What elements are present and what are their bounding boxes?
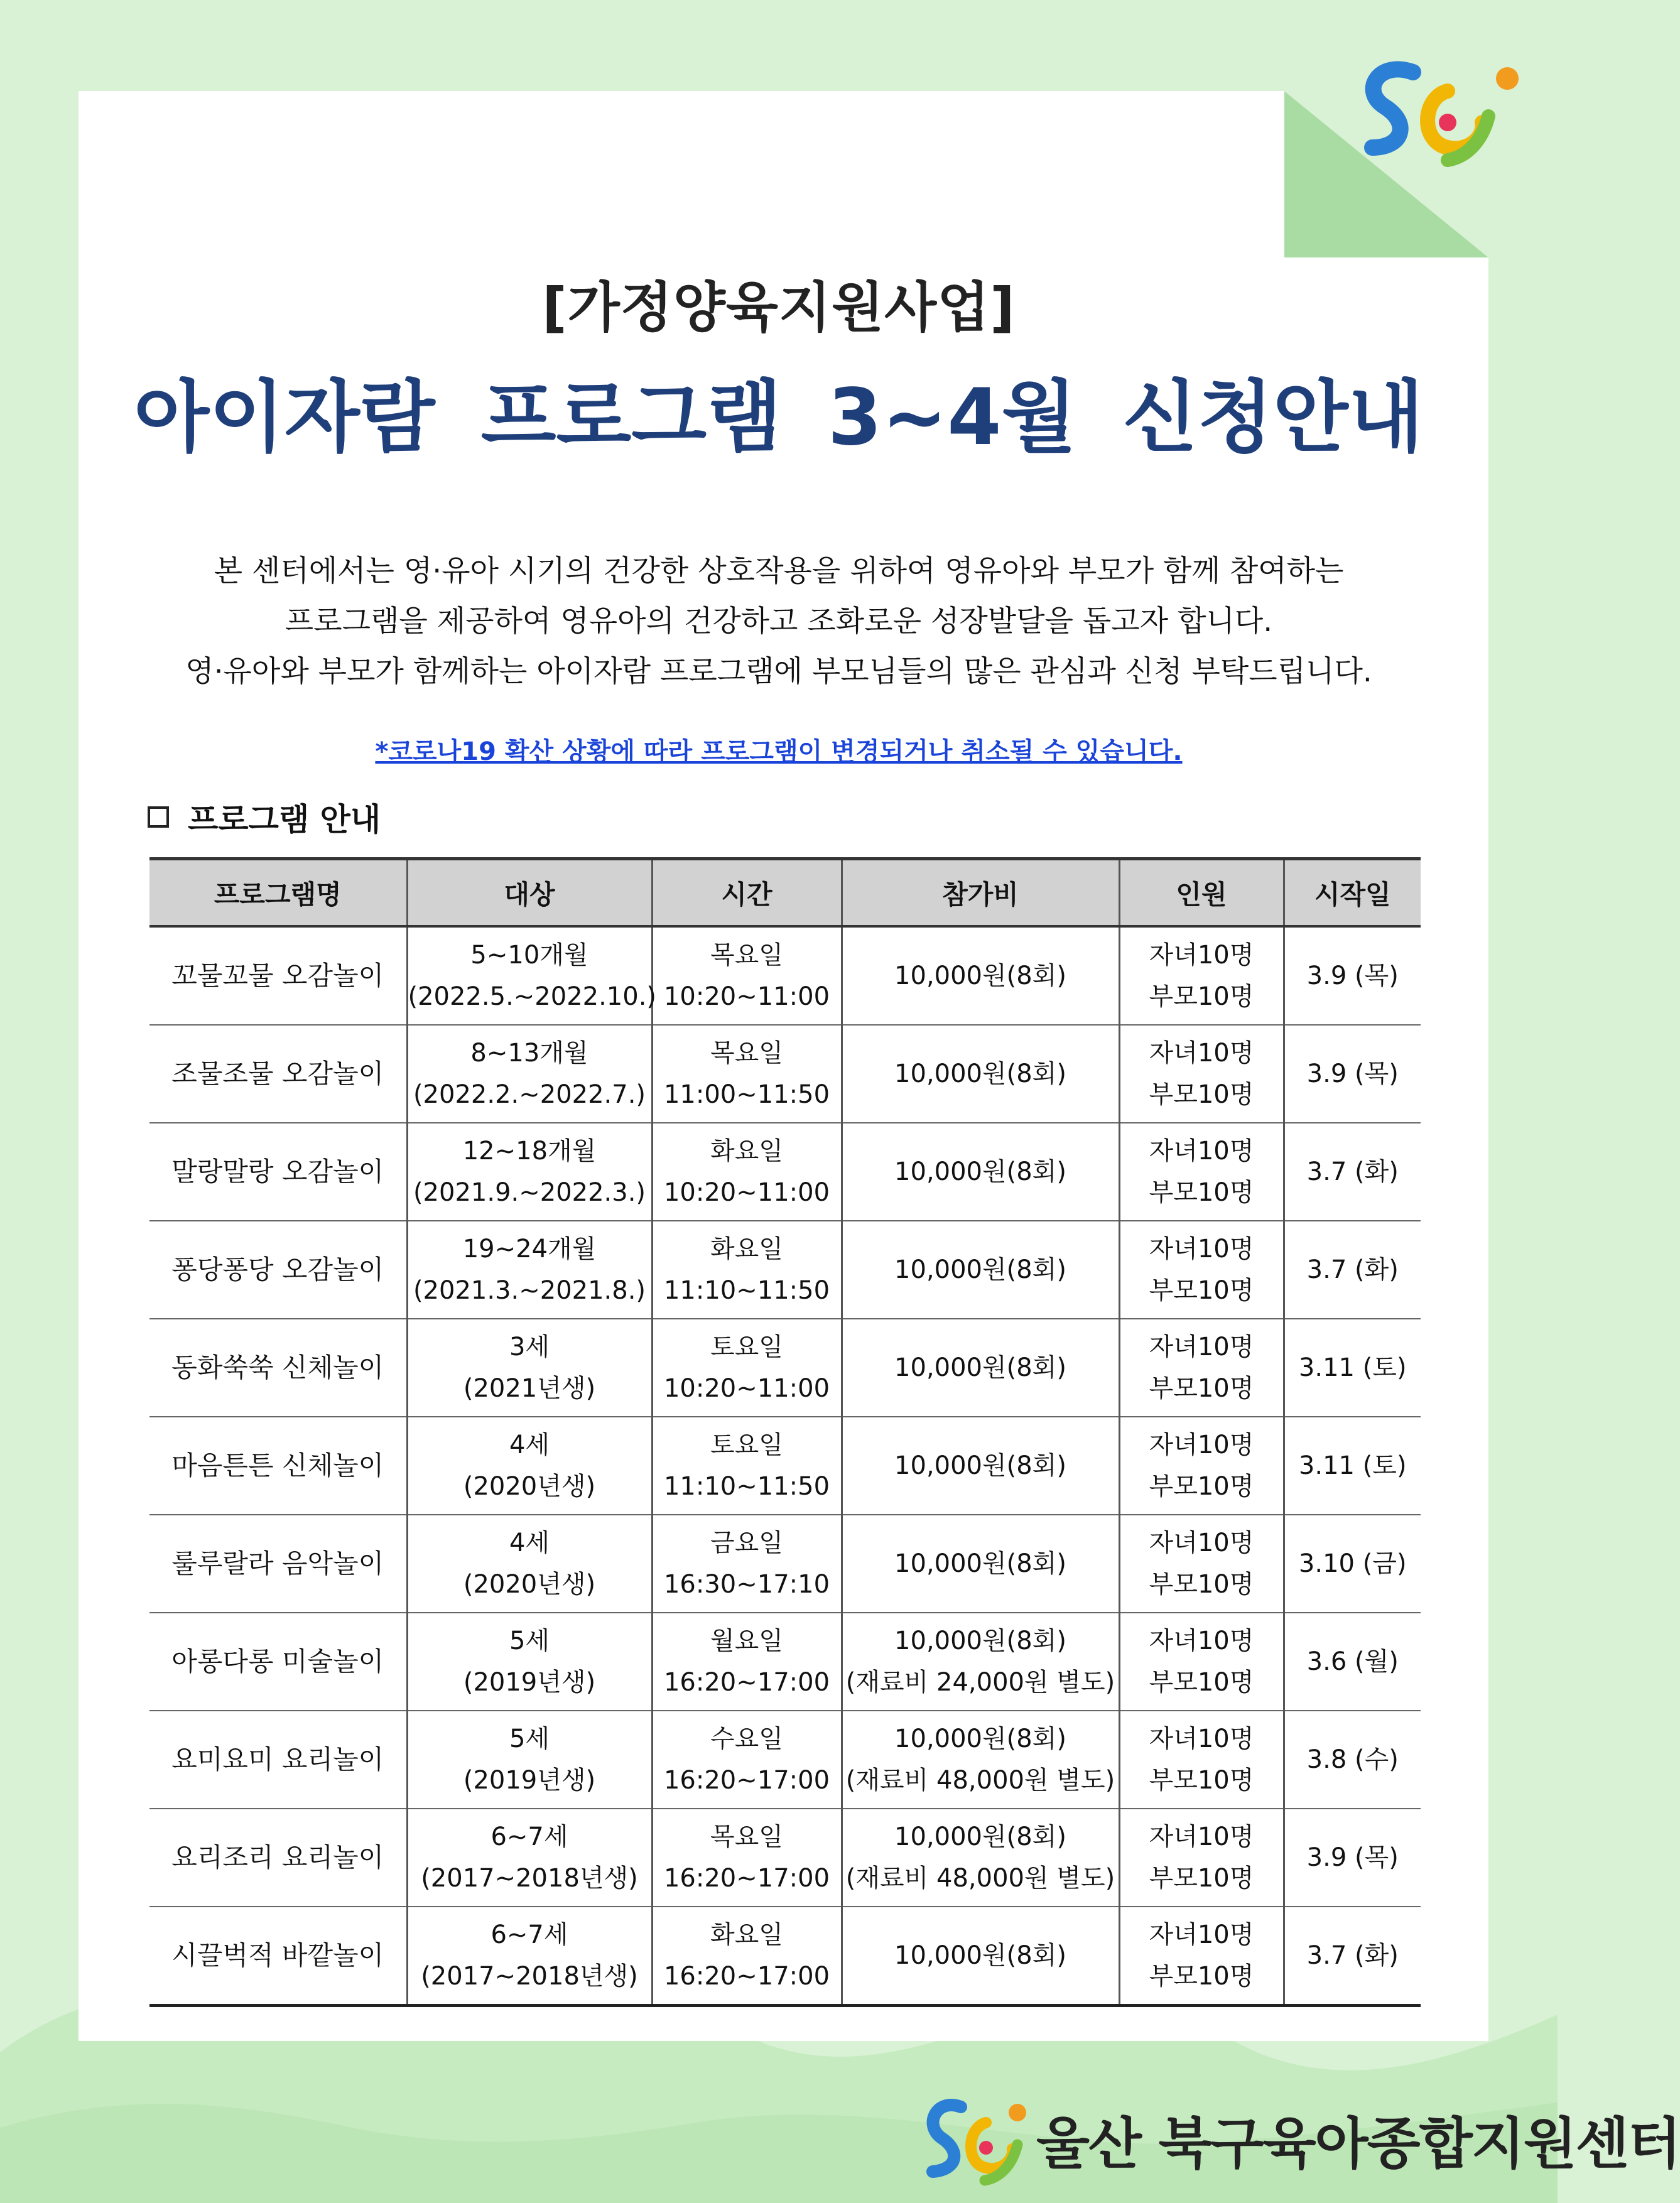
cell-start-date: 3.11 (토) [1284,1417,1421,1515]
table-row [149,1123,1421,1221]
cell-capacity-line: 부모10명 [1149,1962,1254,1991]
section-heading [148,794,381,840]
table-row [149,1711,1421,1809]
cell-start-date: 3.10 (금) [1284,1515,1421,1613]
cell-capacity [1119,1417,1284,1515]
cell-program-name: 말랑말랑 오감놀이 [149,1123,407,1221]
section-title: 프로그램 안내 [188,801,381,838]
cell-target [407,1711,652,1809]
cell-target-line: (2022.5.~2022.10.) [408,982,657,1011]
cell-capacity-line: 자녀10명 [1149,1333,1254,1361]
cell-target-line: (2017~2018년생) [421,1864,638,1893]
cell-fee [842,1515,1119,1613]
page-title: 아이자람 프로그램 3~4월 신청안내 [134,372,1424,463]
table-row [149,1319,1421,1417]
cell-fee-line: 10,000원(8회) [894,1822,1066,1851]
cell-capacity-line: 부모10명 [1149,1178,1254,1207]
cell-capacity [1119,1515,1284,1613]
cell-time-line: 화요일 [710,1235,783,1264]
table-header-row [149,859,1421,927]
cell-program-name: 시끌벅적 바깥놀이 [149,1907,407,2006]
cell-time [652,1123,842,1221]
covid-notice: *코로나19 확산 상황에 따라 프로그램이 변경되거나 취소될 수 있습니다. [375,737,1183,766]
cell-target-line: 19~24개월 [462,1235,597,1264]
cell-start-date: 3.7 (화) [1284,1123,1421,1221]
header-target: 대상 [407,859,652,927]
cell-fee-line: 10,000원(8회) [894,1941,1066,1970]
cell-capacity-line: 자녀10명 [1149,941,1254,970]
cell-program-name: 아롱다롱 미술놀이 [149,1613,407,1711]
cell-target [407,1417,652,1515]
cell-fee [842,1809,1119,1907]
cell-fee [842,1613,1119,1711]
table-row [149,1025,1421,1123]
program-table [149,857,1421,2007]
cell-time-line: 11:00~11:50 [663,1080,830,1109]
cell-target-line: 5세 [509,1627,550,1655]
cell-start-date: 3.9 (목) [1284,926,1421,1025]
cell-capacity [1119,926,1284,1025]
cell-start-date: 3.7 (화) [1284,1907,1421,2006]
cell-target [407,1809,652,1907]
cell-capacity [1119,1123,1284,1221]
cell-time-line: 화요일 [710,1920,783,1949]
cell-capacity-line: 자녀10명 [1149,1724,1254,1753]
cell-fee-line: 10,000원(8회) [894,1059,1066,1088]
cell-capacity-line: 부모10명 [1149,982,1254,1011]
checkbox-square-icon [148,806,169,828]
cell-fee [842,926,1119,1025]
intro-line: 프로그램을 제공하여 영유아의 건강하고 조화로운 성장발달을 돕고자 합니다. [285,604,1273,639]
cell-target-line: (2020년생) [463,1472,596,1501]
table-row [149,1613,1421,1711]
table-row [149,1809,1421,1907]
cell-time-line: 10:20~11:00 [663,1374,830,1403]
cell-fee [842,1319,1119,1417]
cell-target-line: 5~10개월 [470,941,588,970]
cell-fee-line: 10,000원(8회) [894,1724,1066,1753]
cell-time [652,1711,842,1809]
header-fee: 참가비 [842,859,1119,927]
cell-start-date: 3.9 (목) [1284,1025,1421,1123]
footer-logo [923,2091,1680,2185]
cell-fee-line: 10,000원(8회) [894,1157,1066,1186]
cell-target-line: (2021.3.~2021.8.) [413,1276,646,1305]
cell-time [652,1221,842,1319]
logo-top-icon [1353,53,1536,166]
cell-time-line: 10:20~11:00 [663,1178,830,1207]
cell-fee [842,1221,1119,1319]
cell-target-line: 6~7세 [490,1822,568,1851]
cell-target-line: (2017~2018년생) [421,1962,638,1991]
cell-capacity-line: 자녀10명 [1149,1137,1254,1166]
cell-capacity-line: 부모10명 [1149,1276,1254,1305]
intro-text [0,546,1558,697]
cell-fee-line: (재료비 48,000원 별도) [845,1766,1115,1795]
cell-program-name: 요미요미 요리놀이 [149,1711,407,1809]
cell-target-line: (2020년생) [463,1570,596,1599]
cell-target-line: (2021.9.~2022.3.) [413,1178,646,1207]
cell-capacity [1119,1907,1284,2006]
cell-start-date: 3.9 (목) [1284,1809,1421,1907]
cell-target-line: 8~13개월 [470,1039,588,1068]
cell-time-line: 금요일 [710,1529,783,1557]
cell-target-line: (2021년생) [463,1374,596,1403]
cell-fee [842,1711,1119,1809]
header-capacity: 인원 [1119,859,1284,927]
cell-capacity [1119,1221,1284,1319]
cell-target-line: 6~7세 [490,1920,568,1949]
cell-capacity-line: 자녀10명 [1149,1822,1254,1851]
cell-capacity-line: 부모10명 [1149,1864,1254,1893]
cell-fee-line: 10,000원(8회) [894,1255,1066,1284]
cell-time [652,1417,842,1515]
header-start-date: 시작일 [1284,859,1421,927]
cell-time-line: 16:20~17:00 [663,1962,830,1991]
cell-time [652,926,842,1025]
cell-capacity-line: 자녀10명 [1149,1235,1254,1264]
intro-line: 본 센터에서는 영·유아 시기의 건강한 상호작용을 위하여 영유아와 부모가 함께 참여하는 [214,554,1344,588]
cell-time-line: 토요일 [710,1431,783,1459]
cell-target-line: 4세 [509,1529,550,1557]
cell-time-line: 화요일 [710,1137,783,1166]
cell-fee-line: (재료비 48,000원 별도) [845,1864,1115,1893]
cell-time-line: 10:20~11:00 [663,982,830,1011]
table-row [149,1417,1421,1515]
cell-capacity-line: 부모10명 [1149,1766,1254,1795]
cell-capacity-line: 부모10명 [1149,1668,1254,1697]
cell-program-name: 마음튼튼 신체놀이 [149,1417,407,1515]
table-row [149,1515,1421,1613]
table-row [149,1907,1421,2006]
cell-capacity [1119,1711,1284,1809]
cell-time-line: 수요일 [710,1724,783,1753]
cell-capacity-line: 자녀10명 [1149,1529,1254,1557]
cell-program-name: 동화쑥쑥 신체놀이 [149,1319,407,1417]
cell-time [652,1515,842,1613]
cell-capacity-line: 부모10명 [1149,1374,1254,1403]
header-program-name: 프로그램명 [149,859,407,927]
cell-start-date: 3.8 (수) [1284,1711,1421,1809]
cell-program-name: 룰루랄라 음악놀이 [149,1515,407,1613]
cell-target [407,1123,652,1221]
cell-time-line: 목요일 [710,1039,783,1068]
cell-capacity-line: 자녀10명 [1149,1431,1254,1459]
cell-time-line: 11:10~11:50 [663,1472,830,1501]
cell-fee-line: 10,000원(8회) [894,961,1066,990]
cell-capacity-line: 부모10명 [1149,1472,1254,1501]
cell-program-name: 퐁당퐁당 오감놀이 [149,1221,407,1319]
cell-fee-line: 10,000원(8회) [894,1451,1066,1480]
cell-target-line: 5세 [509,1724,550,1753]
cell-target-line: (2019년생) [463,1668,596,1697]
cell-target-line: 12~18개월 [462,1137,597,1166]
cell-target [407,1613,652,1711]
cell-target-line: (2022.2.~2022.7.) [413,1080,646,1109]
cell-capacity [1119,1025,1284,1123]
cell-capacity-line: 부모10명 [1149,1570,1254,1599]
cell-target-line: 3세 [509,1333,550,1361]
cell-target [407,1319,652,1417]
cell-fee [842,1025,1119,1123]
cell-start-date: 3.6 (월) [1284,1613,1421,1711]
table-row [149,1221,1421,1319]
cell-fee [842,1907,1119,2006]
cell-target [407,1025,652,1123]
cell-time-line: 목요일 [710,941,783,970]
cell-time-line: 토요일 [710,1333,783,1361]
cell-fee-line: (재료비 24,000원 별도) [845,1668,1115,1697]
cell-time-line: 16:20~17:00 [663,1766,830,1795]
cell-time [652,1319,842,1417]
org-name: 울산 북구육아종합지원센터 [1036,2111,1680,2176]
header-time: 시간 [652,859,842,927]
cell-capacity-line: 자녀10명 [1149,1627,1254,1655]
cell-capacity-line: 자녀10명 [1149,1920,1254,1949]
cell-start-date: 3.7 (화) [1284,1221,1421,1319]
cell-time-line: 월요일 [710,1627,783,1655]
page-subtitle: [가정양육지원사업] [542,276,1016,339]
cell-time-line: 16:30~17:10 [663,1570,830,1599]
cell-target-line: 4세 [509,1431,550,1459]
cell-time [652,1809,842,1907]
cell-time [652,1025,842,1123]
cell-fee-line: 10,000원(8회) [894,1549,1066,1578]
intro-line: 영·유아와 부모가 함께하는 아이자람 프로그램에 부모님들의 많은 관심과 신청 부탁드립니다. [185,654,1372,689]
cell-capacity [1119,1613,1284,1711]
cell-target [407,926,657,1025]
cell-target [407,1907,652,2006]
cell-target [407,1515,652,1613]
cell-program-name: 요리조리 요리놀이 [149,1809,407,1907]
cell-time-line: 16:20~17:00 [663,1864,830,1893]
cell-start-date: 3.11 (토) [1284,1319,1421,1417]
cell-capacity [1119,1809,1284,1907]
cell-fee-line: 10,000원(8회) [894,1627,1066,1655]
footer-logo-icon [923,2091,1030,2185]
table-row [149,926,1421,1025]
cell-capacity [1119,1319,1284,1417]
cell-program-name: 꼬물꼬물 오감놀이 [149,926,407,1025]
cell-target [407,1221,652,1319]
cell-time [652,1907,842,2006]
cell-fee-line: 10,000원(8회) [894,1353,1066,1382]
cell-program-name: 조물조물 오감놀이 [149,1025,407,1123]
cell-time-line: 16:20~17:00 [663,1668,830,1697]
cell-fee [842,1123,1119,1221]
cell-time-line: 목요일 [710,1822,783,1851]
cell-target-line: (2019년생) [463,1766,596,1795]
cell-time [652,1613,842,1711]
cell-capacity-line: 부모10명 [1149,1080,1254,1109]
cell-capacity-line: 자녀10명 [1149,1039,1254,1068]
cell-fee [842,1417,1119,1515]
cell-time-line: 11:10~11:50 [663,1276,830,1305]
